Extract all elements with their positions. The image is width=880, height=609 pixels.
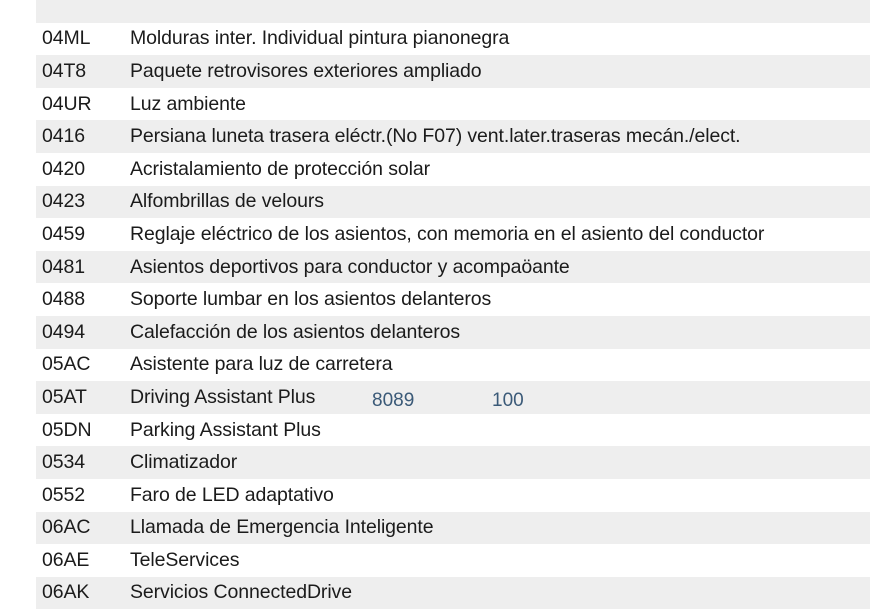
table-row [36, 414, 870, 447]
option-description: Faro de LED adaptativo [130, 483, 334, 506]
option-description: Climatizador [130, 451, 238, 474]
option-description: Paquete retrovisores exteriores ampliado [130, 59, 482, 82]
table-row [36, 479, 870, 512]
option-description: Persiana luneta trasera eléctr.(No F07) vent.later.traseras mecán./elect. [130, 125, 741, 148]
table-row [36, 577, 870, 609]
option-code: 05AC [42, 353, 91, 376]
table-row [36, 186, 870, 219]
table-row [36, 55, 870, 88]
option-description: Alfombrillas de velours [130, 190, 324, 213]
table-row [36, 23, 870, 56]
option-code: 0420 [42, 157, 85, 180]
option-code: 04T8 [42, 59, 87, 82]
table-row [36, 446, 870, 479]
option-code: 0423 [42, 190, 85, 213]
table-row [36, 544, 870, 577]
option-code: 0488 [42, 288, 85, 311]
option-description: Molduras inter. Individual pintura pianonegra [130, 27, 510, 50]
option-code: 0494 [42, 320, 85, 343]
option-description: Asistente para luz de carretera [130, 353, 393, 376]
option-description: Soporte lumbar en los asientos delanteros [130, 288, 492, 311]
option-description: Luz ambiente [130, 92, 246, 115]
table-row [36, 88, 870, 121]
option-code: 0416 [42, 125, 85, 148]
option-code: 0481 [42, 255, 85, 278]
table-row [36, 349, 870, 382]
overlay-number-100: 100 [492, 390, 524, 411]
table-row [36, 218, 870, 251]
table-row [36, 0, 870, 23]
option-description: Reglaje eléctrico de los asientos, con memoria en el asiento del conductor [130, 222, 765, 245]
option-code: 04ML [42, 27, 91, 50]
table-row [36, 283, 870, 316]
option-code: 0552 [42, 483, 85, 506]
table-row [36, 512, 870, 545]
option-code: 06AC [42, 516, 91, 539]
table-row [36, 120, 870, 153]
option-description: TeleServices [130, 548, 240, 571]
options-table [36, 0, 870, 609]
option-description: Llamada de Emergencia Inteligente [130, 516, 434, 539]
option-description: Calefacción de los asientos delanteros [130, 320, 461, 343]
option-code: 0534 [42, 451, 85, 474]
option-description: Parking Assistant Plus [130, 418, 321, 441]
option-description: Acristalamiento de protección solar [130, 157, 430, 180]
table-row [36, 316, 870, 349]
option-description: Asientos deportivos para conductor y acompaöante [130, 255, 570, 278]
table-row [36, 251, 870, 284]
option-code: 0459 [42, 222, 85, 245]
option-code: 04UR [42, 92, 92, 115]
table-row [36, 153, 870, 186]
option-description: Servicios ConnectedDrive [130, 581, 352, 604]
option-code: 06AK [42, 581, 90, 604]
option-code: 05AT [42, 385, 87, 408]
option-code: 05DN [42, 418, 92, 441]
option-code: 06AE [42, 548, 90, 571]
option-description: Driving Assistant Plus [130, 385, 316, 408]
table-row [36, 381, 870, 414]
overlay-number-8089: 8089 [372, 390, 415, 411]
